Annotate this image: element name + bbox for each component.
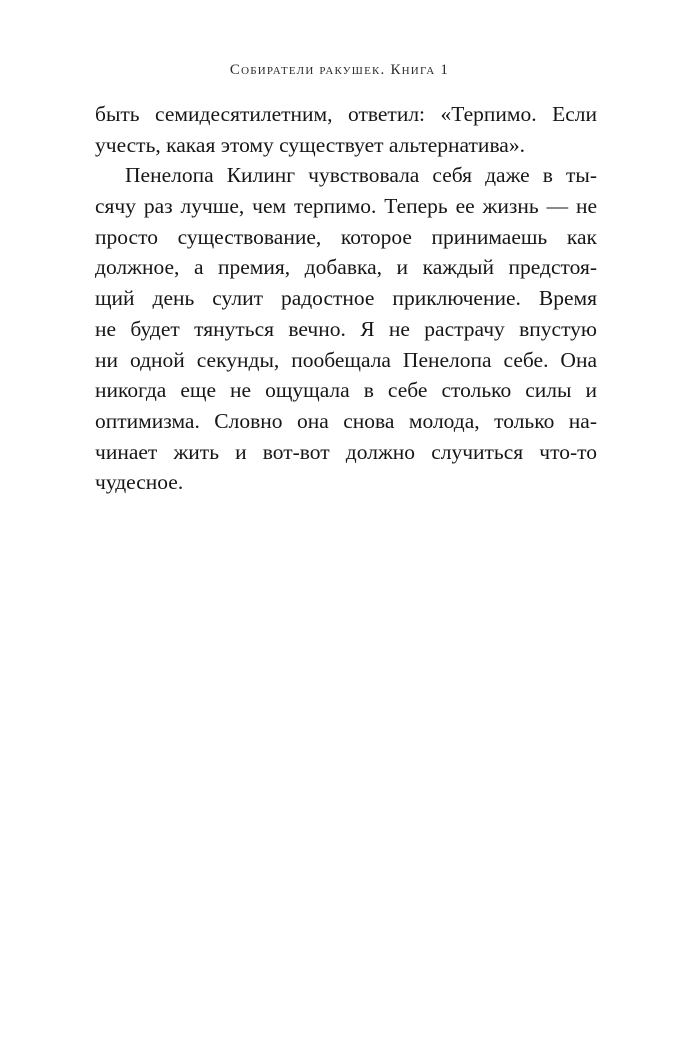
text-line: учесть, какая этому существует альтернатива». — [95, 132, 525, 157]
text-line: не будет тянуться вечно. Я не растрачу впустую — [95, 316, 597, 341]
body-text — [95, 99, 597, 498]
text-line: должное, а премия, добавка, и каждый предстоя- — [95, 255, 597, 280]
text-line: щий день сулит радостное приключение. Время — [95, 286, 597, 311]
text-line: оптимизма. Словно она снова молода, только на- — [95, 408, 597, 433]
text-line: чудесное. — [95, 470, 184, 495]
running-header: Собиратели ракушек. Книга 1 — [229, 62, 450, 78]
text-line: сячу раз лучше, чем терпимо. Теперь ее жизнь — не — [95, 194, 597, 219]
text-line: никогда еще не ощущала в себе столько силы и — [95, 378, 597, 403]
text-line: ни одной секунды, пообещала Пенелопа себе. Она — [95, 347, 597, 372]
text-line: просто существование, которое принимаешь как — [95, 224, 597, 249]
text-line: быть семидесятилетним, ответил: «Терпимо. Если — [95, 102, 597, 126]
text-line: чинает жить и вот-вот должно случиться что-то — [95, 439, 597, 464]
text-line: Пенелопа Килинг чувствовала себя даже в ты- — [125, 163, 597, 188]
